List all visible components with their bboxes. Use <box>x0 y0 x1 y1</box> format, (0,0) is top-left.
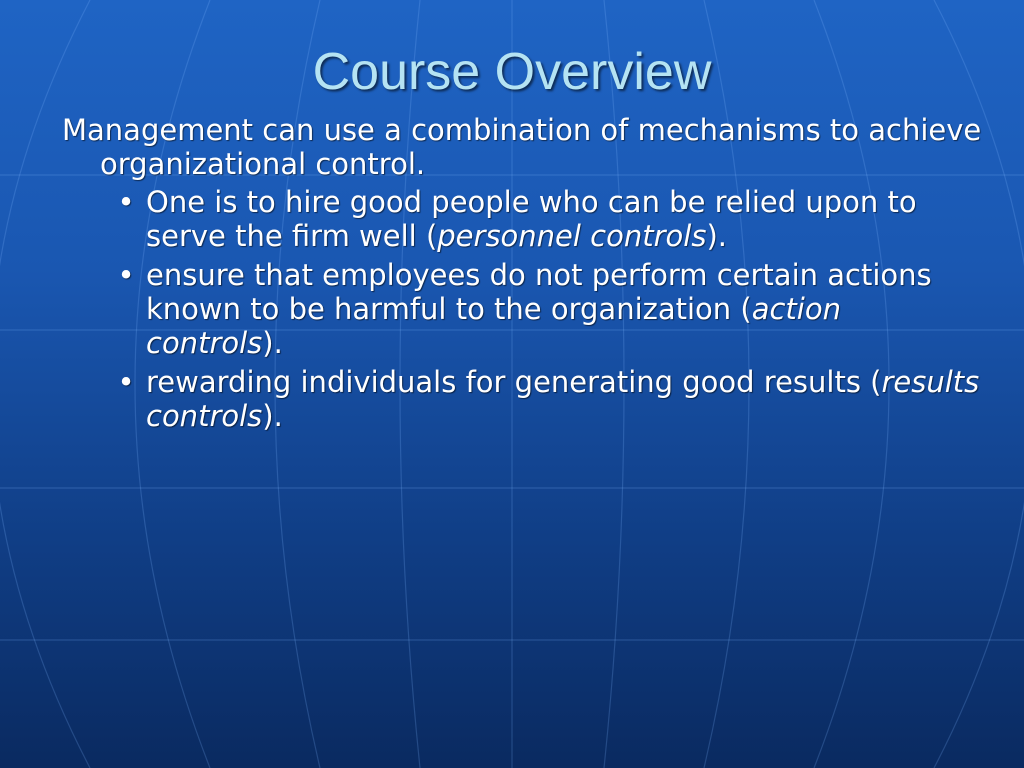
bullet-item-personnel-controls <box>117 185 982 253</box>
bullet-icon: • <box>117 258 135 292</box>
bullet-text: One is to hire good people who can be relied upon to serve the firm well ( <box>146 185 917 253</box>
bullet-suffix: ). <box>262 399 283 433</box>
bullet-suffix: ). <box>706 219 727 253</box>
intro-paragraph: Management can use a combination of mechanisms to achieve organizational control. <box>62 113 982 181</box>
bullet-term: action controls <box>146 292 841 360</box>
bullet-item-results-controls <box>117 365 982 433</box>
slide-title: Course Overview <box>312 43 712 101</box>
bullet-term: personnel controls <box>437 219 707 253</box>
bullet-icon: • <box>117 365 135 399</box>
bullet-item-action-controls <box>117 258 982 360</box>
bullet-text: ensure that employees do not perform certain actions known to be harmful to the organization ( <box>146 258 932 326</box>
bullet-suffix: ). <box>262 326 283 360</box>
slide-body <box>62 113 982 438</box>
bullet-list <box>62 185 982 433</box>
bullet-text: rewarding individuals for generating good results ( <box>146 365 882 399</box>
bullet-term: results controls <box>146 365 980 433</box>
bullet-icon: • <box>117 185 135 219</box>
